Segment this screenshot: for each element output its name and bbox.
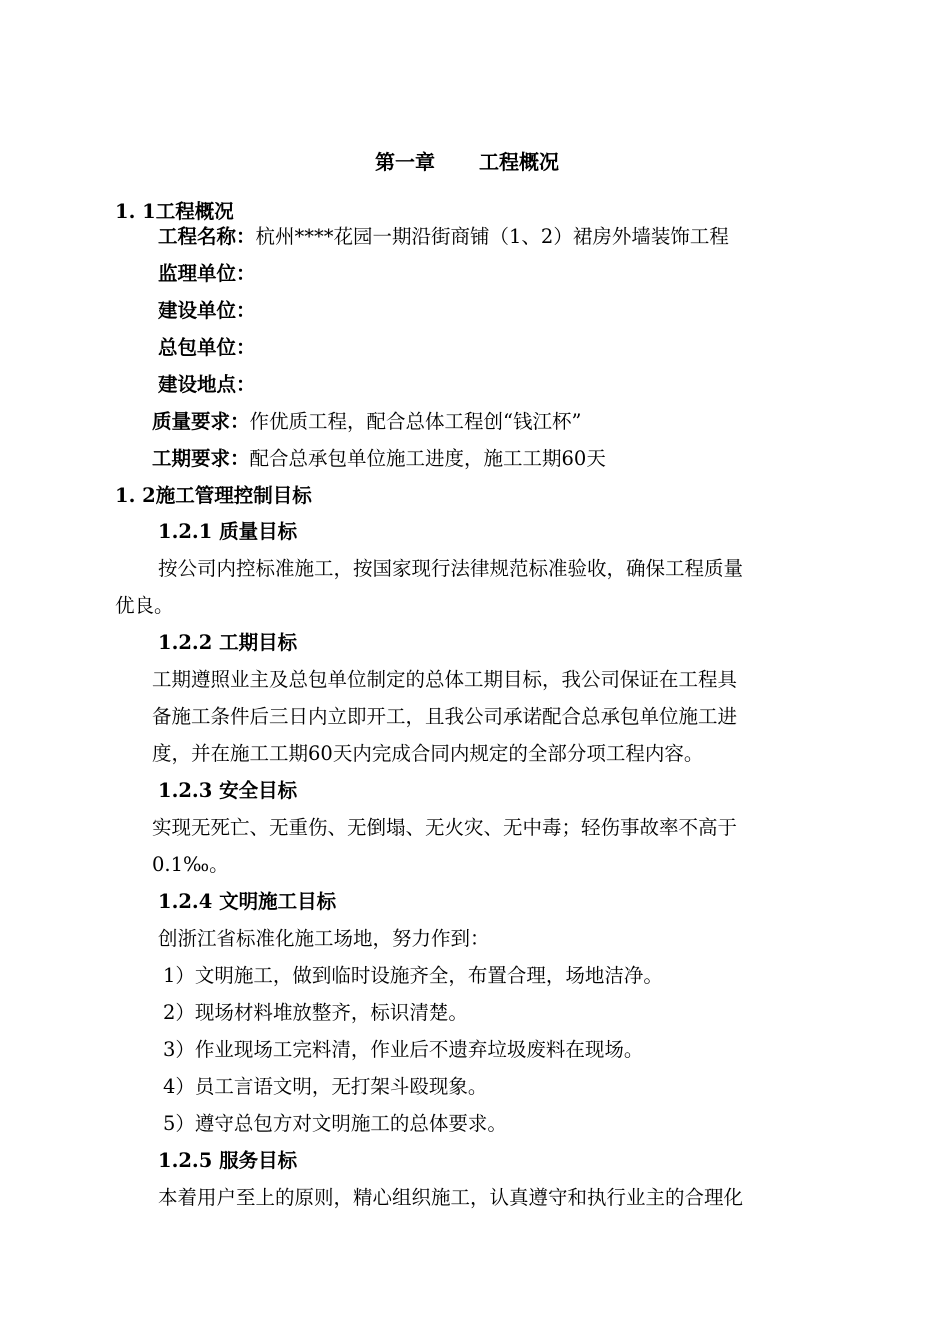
paragraph-line: 按公司内控标准施工，按国家现行法律规范标准验收，确保工程质量 [158, 557, 744, 580]
chapter-name: 工程概况 [479, 150, 559, 174]
chapter-title [375, 150, 559, 174]
field-value: 配合总承包单位施工进度，施工工期60天 [249, 447, 606, 470]
subsection-service-heading: 1.2.5 服务目标 [158, 1149, 298, 1172]
subsection-safety-heading: 1.2.3 安全目标 [158, 779, 298, 802]
subsection-civilized-heading: 1.2.4 文明施工目标 [158, 890, 337, 913]
field-label: 监理单位： [158, 262, 256, 285]
field-label: 总包单位： [158, 336, 256, 359]
field-project-name [158, 225, 729, 249]
paragraph-line: 实现无死亡、无重伤、无倒塌、无火灾、无中毒；轻伤事故率不高于 [152, 816, 738, 839]
list-item: 3）作业现场工完料清，作业后不遗弃垃圾废料在现场。 [163, 1038, 644, 1061]
field-value: 作优质工程，配合总体工程创“钱江杯” [249, 410, 582, 433]
subsection-quality-heading: 1.2.1 质量目标 [158, 520, 298, 543]
paragraph-line: 0.1‰。 [152, 853, 229, 876]
section-1-2-heading: 1. 2施工管理控制目标 [115, 484, 312, 507]
field-schedule-requirement [152, 447, 606, 471]
section-1-1-heading: 1. 1工程概况 [115, 200, 234, 223]
list-item: 1）文明施工，做到临时设施齐全，布置合理，场地洁净。 [163, 964, 663, 987]
paragraph-line: 备施工条件后三日内立即开工，且我公司承诺配合总承包单位施工进 [152, 705, 738, 728]
field-general-contractor [158, 336, 256, 360]
field-label: 建设单位： [158, 299, 256, 322]
field-location [158, 373, 256, 397]
field-label: 工程名称： [158, 225, 256, 248]
field-value: 杭州****花园一期沿街商铺（1、2）裙房外墙装饰工程 [255, 225, 729, 248]
paragraph-line: 工期遵照业主及总包单位制定的总体工期目标，我公司保证在工程具 [152, 668, 738, 691]
field-label: 建设地点： [158, 373, 256, 396]
field-label: 质量要求： [152, 410, 250, 433]
paragraph-line: 优良。 [115, 594, 174, 617]
field-supervisor [158, 262, 256, 286]
paragraph-line: 创浙江省标准化施工场地，努力作到： [158, 927, 490, 950]
paragraph-line: 度，并在施工工期60天内完成合同内规定的全部分项工程内容。 [152, 742, 704, 765]
list-item: 2）现场材料堆放整齐，标识清楚。 [163, 1001, 468, 1024]
field-owner [158, 299, 256, 323]
list-item: 4）员工言语文明，无打架斗殴现象。 [163, 1075, 488, 1098]
paragraph-line: 本着用户至上的原则，精心组织施工，认真遵守和执行业主的合理化 [158, 1186, 744, 1209]
list-item: 5）遵守总包方对文明施工的总体要求。 [163, 1112, 507, 1135]
chapter-number: 第一章 [375, 150, 435, 174]
field-quality-requirement [152, 410, 581, 434]
field-label: 工期要求： [152, 447, 250, 470]
subsection-schedule-heading: 1.2.2 工期目标 [158, 631, 298, 654]
